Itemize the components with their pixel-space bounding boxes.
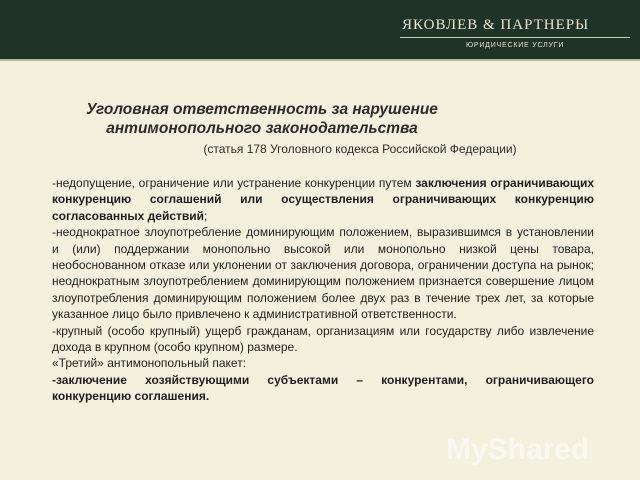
slide-title-line-1: Уголовная ответственность за нарушение (86, 101, 438, 118)
slide-title-line-2: антимонопольного законодательства (106, 120, 418, 137)
paragraph-1-end: ; (204, 208, 208, 223)
header-bar (0, 0, 640, 61)
paragraph-5: -заключение хозяйствующими субъектами – конкурентами, ограничивающего конкуренцию соглашения. (52, 372, 594, 404)
slide-title (40, 100, 484, 138)
brand-name: ЯКОВЛЕВ & ПАРТНЕРЫ (402, 17, 590, 33)
watermark: MyShared (446, 433, 590, 466)
paragraph-1-bold: заключения ограничивающих конкуренцию соглашений или осуществления ограничивающих конкуренцию согласованных действий (52, 176, 595, 223)
brand-divider (400, 37, 630, 38)
slide-subtitle: (статья 178 Уголовного кодекса Российской Федерации) (203, 142, 517, 156)
paragraph-3: -крупный (особо крупный) ущерб гражданам, организациям или государству либо извлечение дохода в крупном (особо крупном) размере. (52, 323, 594, 355)
paragraph-2: -неоднократное злоупотребление доминирующим положением, выразившимся в установлении и (или) поддержании монопольно высокой или монопольно низкой цены товара, необоснованном отказе или уклонении от заключения договора, ограничении доступа на рынок; неоднократным злоупотреблением доминирующим положением признается совершение лицом злоупотребления доминирующим положением более двух раз в течение трех лет, за которые указанное лицо было привлечено к административной ответственности. (52, 225, 594, 322)
paragraph-1 (52, 175, 594, 224)
brand-tagline: ЮРИДИЧЕСКИЕ УСЛУГИ (466, 42, 565, 49)
slide-body (52, 175, 594, 405)
paragraph-4: «Третий» антимонопольный пакет: (52, 356, 247, 371)
paragraph-1-text: -недопущение, ограничение или устранение конкуренции путем (52, 176, 416, 190)
